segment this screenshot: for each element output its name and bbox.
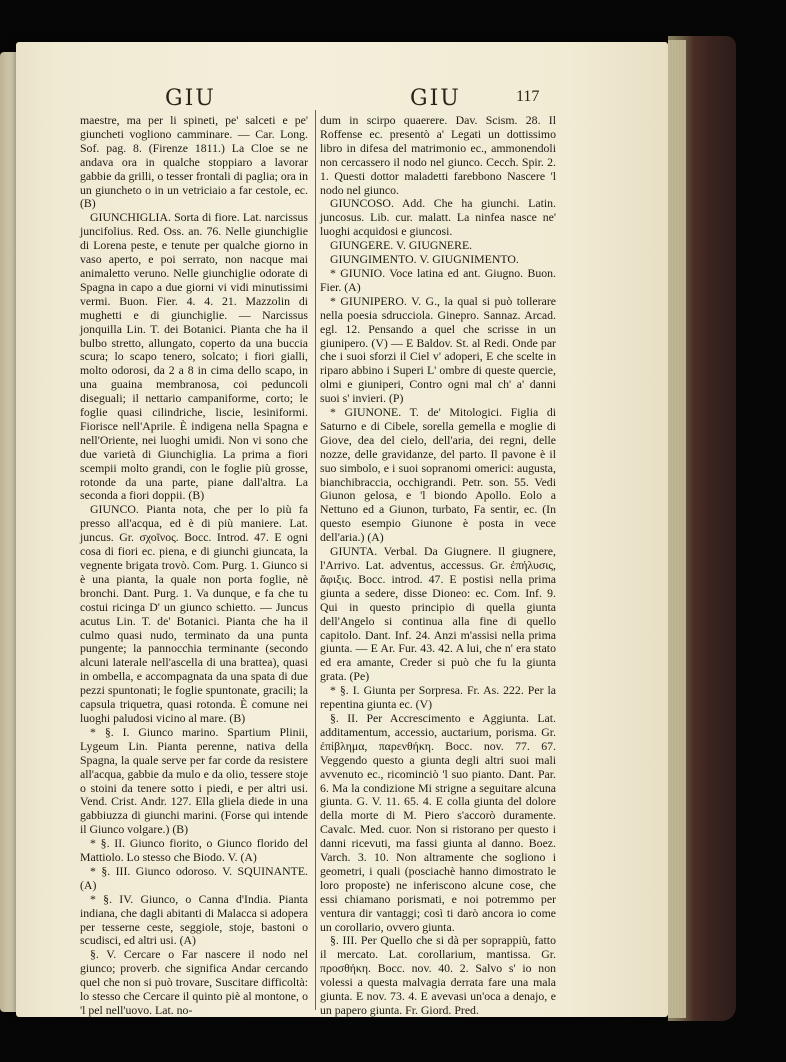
running-head-left: GIU [165,86,216,111]
entry-giunco-s5: §. V. Cercare o Far nascere il nodo nel giunco; proverb. che significa Andar cercando quel che non si può trovare, Suscitare difficoltà: lo stesso che Cercare il quinto piè al montone, o 'l pel nell'uovo. Lat. no- [80,947,308,1017]
entry-giunta-s2: §. II. Per Accrescimento e Aggiunta. Lat. additamentum, accessio, auctarium, porisma. Gr. ἐπίβλημα, παρενθήκη. Bocc. nov. 77. 67. Veggendo questo a giunta degli altri suoi mali avvenuto ec., ricominciò 'l suo pianto. Dant. Par. 6. Ma la condizione Mi strigne a seguitare alcuna giunta. G. V. 11. 65. 4. E colla giunta del dolore della morte di M. Piero s'accorò duramente. Cavalc. Med. cuor. Non si ristorano per questo i danni ricevuti, ma fassi giunta al danno. Boez. Varch. 3. 10. Non altramente che sogliono i geometri, i quali (posciachè hanno dimostrato le loro proposte) ne inferiscono alcune cose, che essi chiamano porismati, e noi potremmo per ventura dir vantaggi; così ti darò ancora io come un corollario, ovvero giunta. [320,710,556,934]
entry-giunta-s1: * §. I. Giunta per Sorpresa. Fr. As. 222. Per la repentina giunta ec. (V) [320,683,556,712]
page-stack-edge [668,40,686,1018]
entry-giunco-s3: * §. III. Giunco odoroso. V. SQUINANTE. (A) [80,863,308,892]
running-head-right: GIU [410,86,461,111]
entry-giunco-s2: * §. II. Giunco fiorito, o Giunco florido del Mattiolo. Lo stesso che Biodo. V. (A) [80,836,308,865]
entry-giunchiglia: GIUNCHIGLIA. Sorta di fiore. Lat. narcissus juncifolius. Red. Oss. an. 76. Nelle giunchiglie di Lorena peste, e tenute per qualche giorno in vaso aperto, e poi serrato, non nacque mai animaletto veruno. Nelle giunchiglie odorate di Spagna in capo a due giorni vi vidi minutissimi vermi. Buon. Fier. 4. 4. 21. Mazzolin di mughetti e di giunchiglie. — Narcissus jonquilla Lin. T. dei Botanici. Pianta che ha il bulbo stretto, allungato, coperto da una buccia scura; lo scapo tenero, solcato; i fiori gialli, molto odorosi, da 2 a 8 in cima dello scapo, in una guaina membranosa, coi peduncoli diseguali; il nettario campaniforme, corto; le foglie quasi cilindriche, liscie, lesiniformi. Fiorisce nell'Aprile. È indigena nella Spagna e nell'Oriente, nei luoghi umidi. Non vi sono che due varietà di Giunchiglia. La prima a fiori scempii molto grandi, con le foglie più grosse, rotonde da una parte, piane dall'altra. La seconda a fiori doppii. (B) [80,210,308,503]
page-number: 117 [516,88,540,105]
column-right [320,114,556,1018]
entry-giunco-s1: * §. I. Giunco marino. Spartium Plinii, Lygeum Lin. Pianta perenne, nativa della Spagna, la quale serve per far corde da resistere all'acqua, gabbie da mulo e da olio, tessere stoje o stoini da tenere sotto i piedi, e per altri usi. Vend. Crist. Andr. 127. Ella gliela diede in una gabbiuzza di giunchi marini. (Forse qui intende il Giunco volgare.) (B) [80,724,308,837]
entry-giungere: GIUNGERE. V. GIUGNERE. [330,238,473,253]
entry-giunta-s3: §. III. Per Quello che si dà per soprappiù, fatto il mercato. Lat. corollarium, mantissa. Gr. προσθήκη. Bocc. nov. 40. 2. Salvo s' io non volessi a questa malvagia derrata fare una mala giunta. E nov. 73. 4. E avevasi un'oca a denajo, e un papero giunta. Fr. Giord. Pred. [320,933,556,1017]
entry-giunta: GIUNTA. Verbal. Da Giugnere. Il giugnere, l'Arrivo. Lat. adventus, accessus. Gr. ἐπήλυσις, ἄφιξις. Bocc. introd. 47. E postisi nella prima giunta a sedere, disse Dioneo: ec. Com. Inf. 9. Qui in questo principio di quella giunta dell'Angelo si continua alla fine di quello capitolo. Dant. Inf. 24. Anzi m'assisi nella prima giunta. — E Ar. Fur. 43. 42. A lui, che n' era stato ed era amante, Creder si può che fu la giunta grata. (Pe) [320,544,556,684]
entry-continuation: maestre, ma per li spineti, pe' salceti e pe' giuncheti vogliono camminare. — Car. Long. Sof. pag. 8. (Firenze 1811.) La Cloe se ne andava ora in qualche stoppiaro a lavorar gabbie da grilli, o tesser frontali di paglia; ora in un giuncheto o in un vetriciaio a far cestole, ec. (B) [80,113,309,211]
entry-giunco: GIUNCO. Pianta nota, che per lo più fa presso all'acqua, ed è di più maniere. Lat. juncus. Gr. σχοῖνος. Bocc. Introd. 47. E ogni cosa di fiori ec. piena, e di giunchi giuncata, la vegnente brigata trovò. Com. Purg. 1. Giunco si è una pianta, la quale non porta foglie, nè bronchi. Dant. Purg. 1. Va dunque, e fa che tu costui ricinga D' un giunco schietto. — Juncus acutus Lin. T. de' Botanici. Pianta che ha il culmo quasi nudo, terminato da una punta pungente; la pannocchia terminante (secondo alcuni laterale nell'ascella di una brattea), quasi in ombella, e accompagnata da una spata di due pezzi spuntonati; le foglie spuntonate, gracili; la capsula triquetra, quasi rotonda. È comune nei luoghi paludosi vicino al mare. (B) [80,502,308,725]
entry-giunipero: * GIUNIPERO. V. G., la qual si può tollerare nella poesia sdrucciola. Ginepro. Sannaz. Arcad. egl. 12. Pensando a quel che scrisse in un giunipero. (V) — E Baldov. St. al Redi. Onde par che i suoi sforzi il Ciel v' adoperi, E che scelte in riparo abbino i Superi L' ombre di queste quercie, olmi e giuniperi, Contro ogni mal ch' a' danni suoi s' invieri. (P) [320,293,556,406]
entry-giungimento: GIUNGIMENTO. V. GIUGNIMENTO. [330,252,519,267]
entry-giunone: * GIUNONE. T. de' Mitologici. Figlia di Saturno e di Cibele, sorella gemella e moglie di Giove, dea del cielo, dell'aria, dei regni, delle nozze, delle gravidanze, del parto. Il pavone è il suo simbolo, e i suoi sopranomi omerici: augusta, bianchibraccia, occhigrandi. Petr. son. 55. Vedi Giunon gelosa, e 'l biondo Apollo. Eolo a Nettuno ed a Giunon, turbato, Fa sentir, ec. (In questo esempio Giunone è posta in vece dell'aria.) (A) [320,405,556,545]
column-rule [315,110,316,1010]
column-left [80,114,308,1018]
entry-giunio: * GIUNIO. Voce latina ed ant. Giugno. Buon. Fier. (A) [320,265,556,294]
entry-giuncoso: GIUNCOSO. Add. Che ha giunchi. Latin. juncosus. Lib. cur. malatt. La ninfea nasce ne' luoghi acquidosi e giuncosi. [320,196,556,239]
entry-continuation: dum in scirpo quaerere. Dav. Scism. 28. Il Roffense ec. presentò a' Legati un dottissimo libro in difesa del matrimonio ec., ammonendoli non cercassero il nodo nel giunco. Cecch. Spir. 2. 1. Questi dottor maladetti farebbono Nascere 'l nodo nel giunco. [320,113,556,197]
entry-giunco-s4: * §. IV. Giunco, o Canna d'India. Pianta indiana, che dagli abitanti di Malacca si adopera per tesserne ceste, seggiole, stoje, bastoni o scudisci, ed altri usi. (A) [80,891,308,948]
